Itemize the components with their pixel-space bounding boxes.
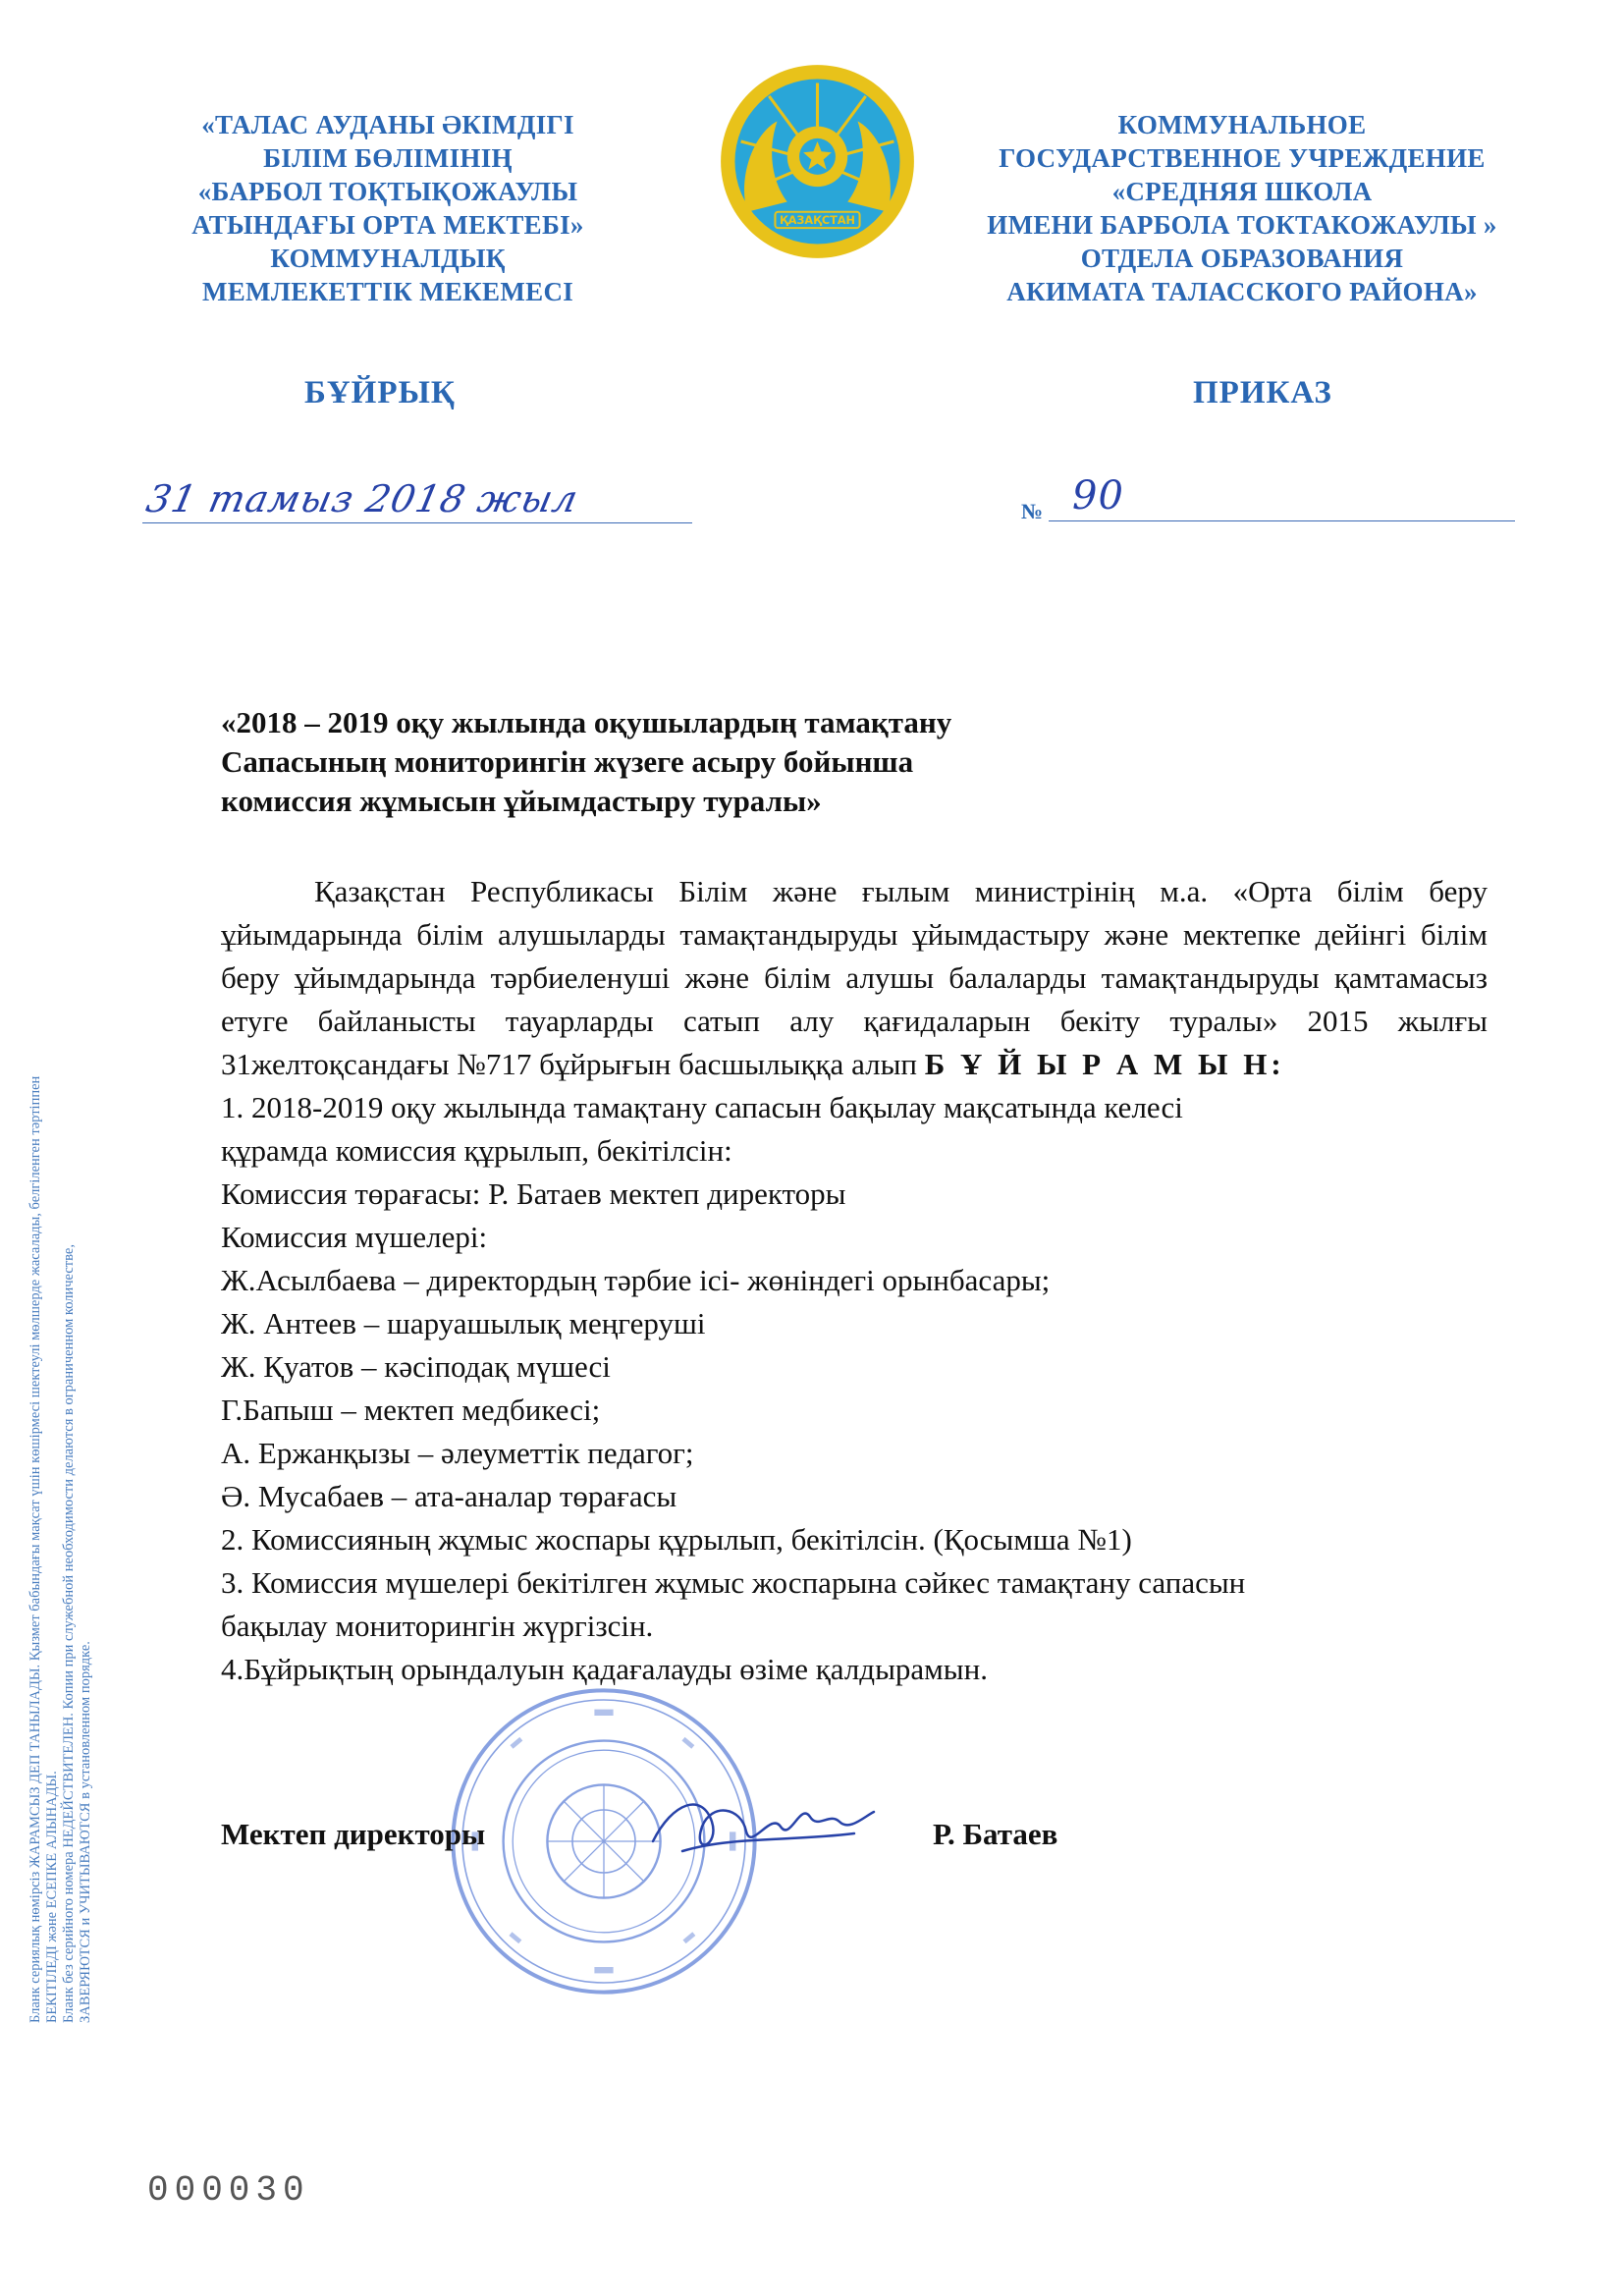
date-underline: [142, 522, 692, 523]
signature-icon: [643, 1782, 879, 1871]
number-label: №: [1021, 499, 1044, 523]
header-line: АКИМАТА ТАЛАССКОГО РАЙОНА»: [1006, 277, 1478, 306]
body-line: 2. Комиссияның жұмыс жоспары құрылып, бекітілсін. (Қосымша №1): [221, 1522, 1132, 1557]
title-line: Сапасының мониторингін жүзеге асыру бойынша: [221, 744, 914, 779]
header-line: МЕМЛЕКЕТТІК МЕКЕМЕСІ: [201, 277, 574, 306]
handwritten-date: 31 тамыз 2018 жыл: [142, 477, 583, 520]
header-line: «СРЕДНЯЯ ШКОЛА: [1111, 177, 1373, 206]
margin-line: БЕКІТІЛЕДІ және ЕСЕПКЕ АЛЫНАДЫ.: [44, 1771, 60, 2023]
body-line: Комиссия төрағасы: Р. Батаев мектеп директоры: [221, 1176, 846, 1211]
doc-type-russian: ПРИКАЗ: [1193, 375, 1332, 410]
body-line: Комиссия мүшелері:: [221, 1220, 488, 1254]
header-line: КОММУНАЛДЫҚ: [270, 244, 506, 273]
header-russian: [987, 108, 1497, 308]
order-title: [221, 703, 1203, 821]
body-line: Ж. Антеев – шаруашылық меңгеруші: [221, 1306, 706, 1340]
header-line: ГОСУДАРСТВЕННОЕ УЧРЕЖДЕНИЕ: [999, 143, 1486, 173]
header-line: «ТАЛАС АУДАНЫ ӘКІМДІГІ: [201, 110, 574, 139]
title-line: «2018 – 2019 оқу жылында оқушылардың тамақтану: [221, 705, 952, 739]
number-underline: [1049, 520, 1515, 521]
handwritten-number: 90: [1072, 473, 1124, 519]
signatory-role: Мектеп директоры: [221, 1817, 486, 1851]
body-line: Ж.Асылбаева – директордың тәрбие ісі- жөніндегі орынбасары;: [221, 1263, 1051, 1297]
body-line: Ж. Қуатов – кәсіподақ мүшесі: [221, 1349, 611, 1384]
margin-line: ЗАВЕРЯЮТСЯ и УЧИТЫВАЮТСЯ в установленном порядке.: [78, 1641, 93, 2023]
title-line: комиссия жұмысын ұйымдастыру туралы»: [221, 784, 822, 818]
body-line: бақылау мониторингін жүргізсін.: [221, 1609, 654, 1643]
serial-number: 000030: [147, 2170, 310, 2211]
margin-line: Бланк без серийного номера НЕДЕЙСТВИТЕЛЕН. Копии при служебной необходимости делаются в ограниченном количестве,: [61, 1244, 77, 2023]
header-line: ОТДЕЛА ОБРАЗОВАНИЯ: [1080, 244, 1404, 273]
signatory-name: Р. Батаев: [933, 1817, 1058, 1851]
header-kazakh: [133, 108, 643, 308]
body-line: 3. Комиссия мүшелері бекітілген жұмыс жоспарына сәйкес тамақтану сапасын: [221, 1565, 1246, 1600]
body-line: 1. 2018-2019 оқу жылында тамақтану сапасын бақылау мақсатында келесі: [221, 1090, 1183, 1124]
body-line: құрамда комиссия құрылып, бекітілсін:: [221, 1133, 732, 1168]
margin-line: Бланк сериялық нөмірсіз ЖАРАМСЫЗ ДЕП ТАНЫЛАДЫ. Қызмет бабындағы мақсат үшін көшірмесі шектеулі мөлшерде жасалады, белгіленген тәртіппен: [27, 1075, 43, 2023]
body-line: А. Ержанқызы – әлеуметтік педагог;: [221, 1436, 694, 1470]
body-line: Ә. Мусабаев – ата-аналар төрағасы: [221, 1479, 677, 1513]
header-line: КОММУНАЛЬНОЕ: [1117, 110, 1367, 139]
emblem-banner-text: ҚАЗАҚСТАН: [779, 214, 856, 228]
intro-text: Қазақстан Республикасы Білім және ғылым министрінің м.а. «Орта білім беру ұйымдарында білім алушыларды тамақтандыруды ұйымдастыру және мектепке дейінгі білім беру ұйымдарында тәрбиеленуші және білім алушы балаларды тамақтандыруды қамтамасыз етуге байланысты тауарларды сатып алу қағидаларын бекіту туралы» 2015 жылғы 31желтоқсандағы №717 бұйрығын басшылыққа алып: [221, 874, 1488, 1081]
header-line: ИМЕНИ БАРБОЛА ТОКТАКОЖАУЛЫ »: [987, 210, 1497, 240]
doc-type-kazakh: БҰЙРЫҚ: [304, 375, 456, 410]
header-line: «БАРБОЛ ТОҚТЫҚОЖАУЛЫ: [197, 177, 578, 206]
header-line: АТЫНДАҒЫ ОРТА МЕКТЕБІ»: [191, 210, 584, 240]
order-body: [221, 870, 1488, 1691]
intro-order-word: Б Ұ Й Ы Р А М Ы Н:: [924, 1047, 1285, 1081]
body-line: 4.Бұйрықтың орындалуын қадағалауды өзіме қалдырамын.: [221, 1652, 988, 1686]
blank-margin-note: [27, 697, 94, 2023]
intro-paragraph: [221, 870, 1488, 1086]
state-emblem-icon: [717, 61, 918, 262]
body-line: Г.Бапыш – мектеп медбикесі;: [221, 1393, 601, 1427]
header-line: БІЛІМ БӨЛІМІНІҢ: [263, 143, 513, 173]
